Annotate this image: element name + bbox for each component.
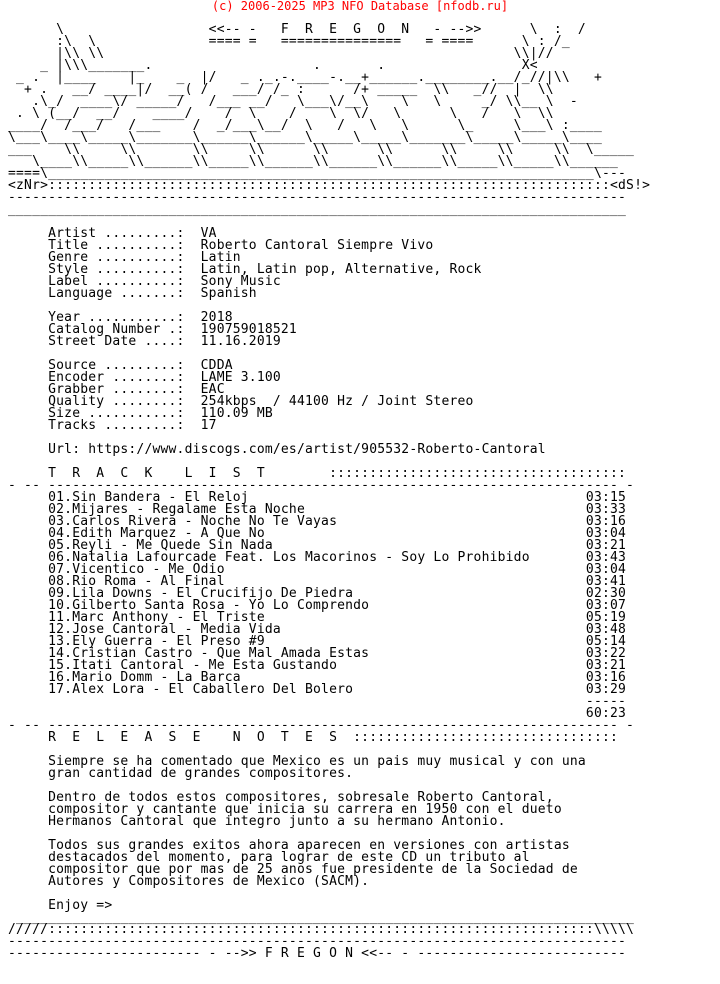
nfo-line: _____________________________________________________________________________ [8, 910, 635, 925]
nfo-line: 15.Itati Cantoral - Me Esta Gustando 03:21 [8, 658, 627, 673]
nfo-line[interactable]: Url: https://www.discogs.com/es/artist/905532-Roberto-Cantoral [8, 442, 546, 457]
nfo-line: + . __/ ____|/ __( / ___/ /_ : /+ _____ \\ _// | \\ [8, 82, 554, 97]
nfo-line: :\ \ ==== = =============== = ==== \ : /_ [8, 34, 570, 49]
nfo-line: ====\____________________________________________________________________\--- [8, 166, 627, 181]
nfo-line: /////::::::::::::::::::::::::::::::::::::::::::::::::::::::::::::::::::::\\\\\ [8, 922, 635, 937]
nfo-line: ___ \\ \\ \\ \\ \\ \\ \\ \\ \\ \_____ [8, 142, 635, 157]
nfo-line: Size ...........: 110.09 MB [8, 406, 273, 421]
nfo-text [8, 12, 650, 960]
nfo-line: 07.Vicentico - Me Odio 03:04 [8, 562, 627, 577]
nfo-line: destacados del momento, para lograr de este CD un tributo al [8, 850, 530, 865]
nfo-line: Street Date ....: 11.16.2019 [8, 334, 281, 349]
nfo-line: _ |\\\_______. . . X< [8, 58, 538, 73]
nfo-line: Enjoy => [8, 898, 113, 913]
nfo-line: 60:23 [8, 706, 627, 721]
nfo-line: |\\ \\ \\|// [8, 46, 554, 61]
nfo-line: ------------------------ - -->> F R E G O N <<-- - -------------------------- [8, 946, 627, 961]
nfo-line: Dentro de todos estos compositores, sobresale Roberto Cantoral, [8, 790, 554, 805]
nfo-line: T R A C K L I S T ::::::::::::::::::::::::::::::::::::: [8, 466, 627, 481]
nfo-line: Hermanos Cantoral que integro junto a su hermano Antonio. [8, 814, 506, 829]
nfo-line: 05.Reyli - Me Quede Sin Nada 03:21 [8, 538, 627, 553]
nfo-line: 11.Marc Anthony - El Triste 05:19 [8, 610, 627, 625]
nfo-line: Year ...........: 2018 [8, 310, 233, 325]
nfo-line: compositor y cantante que inicia su carrera en 1950 con el dueto [8, 802, 562, 817]
nfo-line: Quality ........: 254kbps / 44100 Hz / Joint Stereo [8, 394, 474, 409]
nfo-line: 03.Carlos Rivera - Noche No Te Vayas 03:16 [8, 514, 627, 529]
nfo-line: . \ (__/ __/ ____/ / \ / \ \/ \ \ / \ \\ [8, 106, 554, 121]
nfo-line: Style ..........: Latin, Latin pop, Alternative, Rock [8, 262, 482, 277]
nfo-line: 04.Edith Marquez - A Que No 03:04 [8, 526, 627, 541]
nfo-line: \___\____\_____\_______\______\______\_____\_____\_______\_____\_____\____ [8, 130, 602, 145]
nfo-line: Siempre se ha comentado que Mexico es un pais muy musical y con una [8, 754, 586, 769]
nfo-line: Autores y Compositores de Mexico (SACM). [8, 874, 370, 889]
nfo-line: Todos sus grandes exitos ahora aparecen en versiones con artistas [8, 838, 570, 853]
nfo-line: 01.Sin Bandera - El Reloj 03:15 [8, 490, 627, 505]
copyright-banner[interactable]: (c) 2006-2025 MP3 NFO Database [nfodb.ru] [211, 0, 509, 13]
nfo-line: Grabber ........: EAC [8, 382, 225, 397]
nfo-line: R E L E A S E N O T E S ::::::::::::::::::::::::::::::::: [8, 730, 619, 745]
nfo-line: ----- [8, 694, 627, 709]
nfo-line: Language .......: Spanish [8, 286, 257, 301]
nfo-line: Encoder ........: LAME 3.100 [8, 370, 281, 385]
nfo-line: ____/ /___/ /___ / _/___\__/ \ / \ \ \_ \___\ :____ [8, 118, 602, 133]
nfo-line: 02.Mijares - Regalame Esta Noche 03:33 [8, 502, 627, 517]
nfo-line: 09.Lila Downs - El Crucifijo De Piedra 02:30 [8, 586, 627, 601]
nfo-line: ----------------------------------------------------------------------------- [8, 934, 627, 949]
nfo-line: Genre ..........: Latin [8, 250, 241, 265]
nfo-line: compositor que por mas de 25 anos fue presidente de la Sociedad de [8, 862, 578, 877]
nfo-line: ----------------------------------------------------------------------------- [8, 190, 627, 205]
nfo-line: \____\\_____\\______\\_____\\______\\______\\______\\_____\\_____\\______ [8, 154, 619, 169]
nfo-line: Title ..........: Roberto Cantoral Siempre Vivo [8, 238, 434, 253]
nfo-line: Artist .........: VA [8, 226, 217, 241]
nfo-line: 06.Natalia Lafourcade Feat. Los Macorinos - Soy Lo Prohibido 03:43 [8, 550, 627, 565]
nfo-line: 08.Rio Roma - Al Final 03:41 [8, 574, 627, 589]
nfo-line: 12.Jose Cantoral - Media Vida 03:48 [8, 622, 627, 637]
nfo-line: Label ..........: Sony Music [8, 274, 281, 289]
nfo-line: Source .........: CDDA [8, 358, 233, 373]
nfo-line: - -- ----------------------------------------------------------------------- - [8, 718, 635, 733]
nfo-line: 14.Cristian Castro - Que Mal Amada Estas 03:22 [8, 646, 627, 661]
nfo-line: _____________________________________________________________________________ [8, 202, 627, 217]
nfo-line: 10.Gilberto Santa Rosa - Yo Lo Comprendo 03:07 [8, 598, 627, 613]
nfo-line: _ . |____ |_ _ |/ _ ._.-.____-.__+______.________.__/_//|\\ + [8, 70, 602, 85]
nfo-line: Catalog Number .: 190759018521 [8, 322, 297, 337]
nfo-line: <zNr>::::::::::::::::::::::::::::::::::::::::::::::::::::::::::::::::::::::<dS!> [8, 178, 651, 193]
nfo-line: - -- ----------------------------------------------------------------------- - [8, 478, 635, 493]
nfo-line: 17.Alex Lora - El Caballero Del Bolero 03:29 [8, 682, 627, 697]
nfo-line: \ <<-- - F R E G O N - -->> \ : / [8, 22, 586, 37]
nfo-line: 13.Ely Guerra - El Preso #9 05:14 [8, 634, 627, 649]
nfo-line: gran cantidad de grandes compositores. [8, 766, 354, 781]
nfo-line: .\_/ ____\/ _____/ /___ __/ \___\/__\ \ \ _/ \\__ \ - [8, 94, 578, 109]
nfo-line: 16.Mario Domm - La Barca 03:16 [8, 670, 627, 685]
nfo-line: Tracks .........: 17 [8, 418, 217, 433]
